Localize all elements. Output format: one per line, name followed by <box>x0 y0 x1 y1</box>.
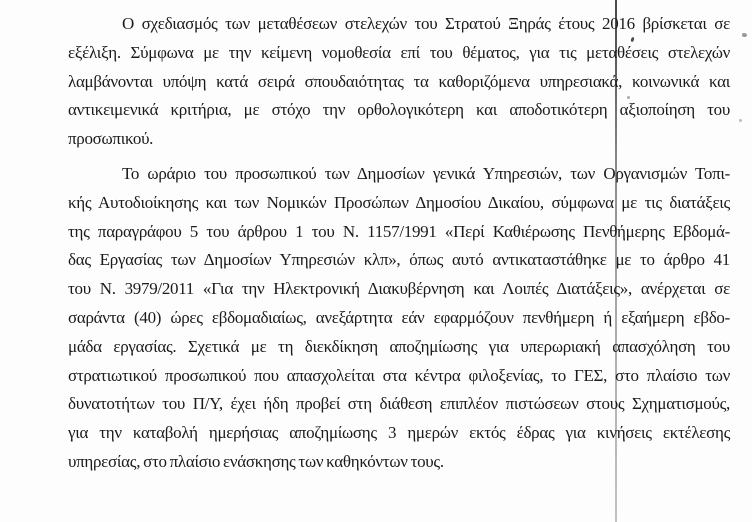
document-body-text <box>68 10 730 477</box>
text-line: για την καταβολή ημερήσιας αποζημίωσης 3 ημερών εκτός έδρας για κινήσεις εκτέλεσης <box>68 423 730 443</box>
text-line: υπηρεσίας, στο πλαίσιο ενάσκησης των καθηκόντων τους. <box>68 451 444 471</box>
text-line: του Ν. 3979/2011 «Για την Ηλεκτρονική Διακυβέρνηση και Λοιπές Διατάξεις», ανέρχεται σε <box>68 279 730 299</box>
text-line: στρατιωτικού προσωπικού που απασχολείται στα κέντρα φιλοξενίας, το ΓΕΣ, στο πλαίσιο των <box>68 365 730 385</box>
ink-speck <box>742 33 747 37</box>
text-line: λαμβάνονται υπόψη κατά σειρά σπουδαιότητας τα καθοριζόμενα υπηρεσιακά, κοινωνικά και <box>68 71 730 91</box>
paragraph <box>68 160 730 477</box>
text-line: αντικειμενικά κριτήρια, με στόχο την ορθολογικότερη και αποδοτικότερη αξιοποίηση του <box>68 100 730 120</box>
text-line: δυνατοτήτων του Π/Υ, έχει ήδη προβεί στη διάθεση επιπλέον πιστώσεων στους Σχηματισμούς, <box>68 394 730 414</box>
text-line: Το ωράριο του προσωπικού των Δημοσίων γενικά Υπηρεσιών, των Οργανισμών Τοπι- <box>122 163 730 183</box>
text-line: σαράντα (40) ώρες εβδομαδιαίως, ανεξάρτητα εάν εφαρμόζουν πενθήμερη ή εξαήμερη εβδο- <box>68 307 730 327</box>
text-line: εξέλιξη. Σύμφωνα με την κείμενη νομοθεσία επί του θέματος, για τις μεταθέσεις στελεχών <box>68 42 730 62</box>
text-line: προσωπικού. <box>68 129 154 149</box>
text-line: Ο σχεδιασμός των μεταθέσεων στελεχών του Στρατού Ξηράς έτους 2016 βρίσκεται σε <box>122 14 730 33</box>
paragraph <box>68 10 730 154</box>
text-line: κής Αυτοδιοίκησης και των Νομικών Προσώπων Δημοσίου Δικαίου, σύμφωνα με τις διατάξεις <box>68 192 730 212</box>
text-line: δας Εργασίας των Δημοσίων Υπηρεσιών κλπ», όπως αυτό αντικαταστάθηκε με το άρθρο 41 <box>68 250 730 270</box>
ink-speck <box>739 119 742 122</box>
text-line: μάδα εργασίας. Σχετικά με τη διεκδίκηση αποζημίωσης για υπερωριακή απασχόληση του <box>68 336 730 356</box>
text-line: της παραγράφου 5 του άρθρου 1 του Ν. 1157/1991 «Περί Καθιέρωσης Πενθήμερης Εβδομά- <box>68 221 730 241</box>
